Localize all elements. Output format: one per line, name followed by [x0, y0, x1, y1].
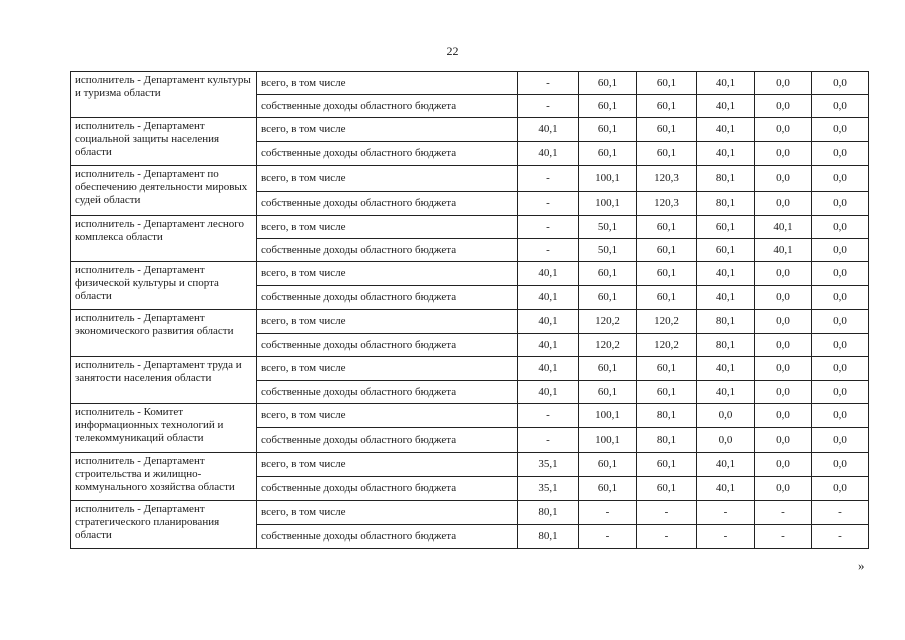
value-cell: 0,0 [812, 381, 869, 404]
value-cell: 0,0 [755, 428, 812, 453]
value-cell: 0,0 [755, 286, 812, 310]
value-cell: - [518, 404, 579, 428]
value-cell: 80,1 [697, 192, 755, 216]
value-cell: 60,1 [579, 95, 637, 118]
funding-source-cell: собственные доходы областного бюджета [257, 334, 518, 357]
value-cell: - [579, 525, 637, 549]
value-cell: 40,1 [697, 357, 755, 381]
value-cell: 120,2 [637, 310, 697, 334]
value-cell: 120,2 [579, 334, 637, 357]
value-cell: 60,1 [637, 72, 697, 95]
value-cell: 0,0 [812, 286, 869, 310]
value-cell: 100,1 [579, 428, 637, 453]
funding-source-cell: всего, в том числе [257, 501, 518, 525]
value-cell: 40,1 [518, 262, 579, 286]
value-cell: 40,1 [697, 72, 755, 95]
value-cell: 0,0 [812, 192, 869, 216]
value-cell: 120,2 [637, 334, 697, 357]
value-cell: 40,1 [697, 453, 755, 477]
table-row-total [71, 501, 869, 525]
value-cell: 40,1 [755, 216, 812, 239]
value-cell: 60,1 [637, 357, 697, 381]
executor-cell: исполнитель - Департамент культуры и туризма области [71, 72, 257, 118]
value-cell: 0,0 [812, 262, 869, 286]
value-cell: 0,0 [812, 95, 869, 118]
value-cell: 60,1 [579, 142, 637, 166]
funding-source-cell: собственные доходы областного бюджета [257, 95, 518, 118]
value-cell: 40,1 [518, 357, 579, 381]
value-cell: 100,1 [579, 404, 637, 428]
value-cell: 60,1 [579, 381, 637, 404]
value-cell: - [755, 501, 812, 525]
budget-table-body [71, 72, 869, 549]
value-cell: 0,0 [812, 72, 869, 95]
value-cell: 0,0 [812, 142, 869, 166]
value-cell: 0,0 [812, 453, 869, 477]
value-cell: 80,1 [697, 334, 755, 357]
value-cell: 60,1 [637, 381, 697, 404]
value-cell: 60,1 [697, 216, 755, 239]
funding-source-cell: собственные доходы областного бюджета [257, 142, 518, 166]
budget-table [70, 71, 869, 549]
executor-cell: исполнитель - Департамент лесного комплекса области [71, 216, 257, 262]
value-cell: - [518, 166, 579, 192]
value-cell: 60,1 [637, 286, 697, 310]
value-cell: 120,2 [579, 310, 637, 334]
value-cell: - [579, 501, 637, 525]
value-cell: 0,0 [812, 310, 869, 334]
value-cell: 0,0 [755, 310, 812, 334]
value-cell: 0,0 [812, 216, 869, 239]
value-cell: 40,1 [518, 381, 579, 404]
value-cell: 0,0 [755, 357, 812, 381]
value-cell: - [755, 525, 812, 549]
value-cell: 40,1 [518, 142, 579, 166]
value-cell: 100,1 [579, 166, 637, 192]
table-row-total [71, 262, 869, 286]
value-cell: 60,1 [637, 453, 697, 477]
value-cell: 60,1 [637, 216, 697, 239]
funding-source-cell: всего, в том числе [257, 216, 518, 239]
value-cell: 50,1 [579, 216, 637, 239]
value-cell: 0,0 [812, 166, 869, 192]
value-cell: 60,1 [579, 477, 637, 501]
value-cell: 40,1 [697, 286, 755, 310]
funding-source-cell: собственные доходы областного бюджета [257, 381, 518, 404]
value-cell: 60,1 [579, 453, 637, 477]
value-cell: 50,1 [579, 239, 637, 262]
value-cell: - [518, 239, 579, 262]
value-cell: 60,1 [579, 262, 637, 286]
table-row-total [71, 453, 869, 477]
value-cell: 40,1 [755, 239, 812, 262]
value-cell: 0,0 [812, 118, 869, 142]
executor-cell: исполнитель - Комитет информационных технологий и телекоммуникаций области [71, 404, 257, 453]
value-cell: 60,1 [637, 95, 697, 118]
value-cell: 35,1 [518, 453, 579, 477]
funding-source-cell: собственные доходы областного бюджета [257, 286, 518, 310]
value-cell: 0,0 [755, 453, 812, 477]
value-cell: 40,1 [697, 142, 755, 166]
value-cell: 0,0 [755, 381, 812, 404]
table-row-total [71, 72, 869, 95]
funding-source-cell: собственные доходы областного бюджета [257, 525, 518, 549]
value-cell: 0,0 [755, 262, 812, 286]
value-cell: 40,1 [697, 95, 755, 118]
executor-cell: исполнитель - Департамент стратегического планирования области [71, 501, 257, 549]
value-cell: 60,1 [637, 477, 697, 501]
page-number: 22 [446, 44, 459, 58]
value-cell: 60,1 [579, 357, 637, 381]
value-cell: - [812, 525, 869, 549]
value-cell: 40,1 [518, 118, 579, 142]
funding-source-cell: собственные доходы областного бюджета [257, 477, 518, 501]
funding-source-cell: всего, в том числе [257, 118, 518, 142]
value-cell: 40,1 [518, 334, 579, 357]
value-cell: 80,1 [697, 310, 755, 334]
funding-source-cell: всего, в том числе [257, 166, 518, 192]
executor-cell: исполнитель - Департамент строительства и жилищно-коммунального хозяйства области [71, 453, 257, 501]
value-cell: 40,1 [518, 286, 579, 310]
value-cell: 60,1 [637, 262, 697, 286]
value-cell: - [518, 216, 579, 239]
value-cell: 0,0 [697, 404, 755, 428]
executor-cell: исполнитель - Департамент труда и занятости населения области [71, 357, 257, 404]
value-cell: 35,1 [518, 477, 579, 501]
value-cell: 100,1 [579, 192, 637, 216]
value-cell: 0,0 [755, 142, 812, 166]
value-cell: 0,0 [755, 95, 812, 118]
value-cell: - [697, 525, 755, 549]
value-cell: 40,1 [697, 118, 755, 142]
value-cell: 80,1 [697, 166, 755, 192]
value-cell: 0,0 [812, 404, 869, 428]
executor-cell: исполнитель - Департамент физической культуры и спорта области [71, 262, 257, 310]
value-cell: 0,0 [755, 477, 812, 501]
continuation-mark: » [858, 558, 865, 573]
value-cell: 0,0 [812, 428, 869, 453]
value-cell: 0,0 [812, 334, 869, 357]
value-cell: 60,1 [579, 118, 637, 142]
value-cell: - [518, 72, 579, 95]
funding-source-cell: всего, в том числе [257, 72, 518, 95]
funding-source-cell: всего, в том числе [257, 357, 518, 381]
value-cell: 60,1 [697, 239, 755, 262]
value-cell: 40,1 [697, 381, 755, 404]
table-row-total [71, 357, 869, 381]
value-cell: 60,1 [637, 118, 697, 142]
value-cell: 0,0 [755, 192, 812, 216]
table-row-total [71, 118, 869, 142]
value-cell: 40,1 [697, 262, 755, 286]
value-cell: 60,1 [637, 239, 697, 262]
funding-source-cell: собственные доходы областного бюджета [257, 428, 518, 453]
value-cell: - [697, 501, 755, 525]
table-row-total [71, 216, 869, 239]
value-cell: 40,1 [697, 477, 755, 501]
value-cell: 0,0 [755, 72, 812, 95]
funding-source-cell: собственные доходы областного бюджета [257, 239, 518, 262]
value-cell: - [518, 428, 579, 453]
value-cell: 0,0 [755, 404, 812, 428]
value-cell: 80,1 [637, 404, 697, 428]
value-cell: 120,3 [637, 166, 697, 192]
table-row-total [71, 166, 869, 192]
value-cell: 0,0 [812, 477, 869, 501]
value-cell: - [637, 501, 697, 525]
funding-source-cell: всего, в том числе [257, 310, 518, 334]
value-cell: 0,0 [755, 118, 812, 142]
value-cell: 0,0 [812, 357, 869, 381]
funding-source-cell: собственные доходы областного бюджета [257, 192, 518, 216]
executor-cell: исполнитель - Департамент экономического развития области [71, 310, 257, 357]
value-cell: - [812, 501, 869, 525]
value-cell: - [637, 525, 697, 549]
executor-cell: исполнитель - Департамент социальной защиты населения области [71, 118, 257, 166]
value-cell: 80,1 [518, 501, 579, 525]
value-cell: 40,1 [518, 310, 579, 334]
funding-source-cell: всего, в том числе [257, 404, 518, 428]
funding-source-cell: всего, в том числе [257, 453, 518, 477]
funding-source-cell: всего, в том числе [257, 262, 518, 286]
value-cell: - [518, 95, 579, 118]
value-cell: 80,1 [637, 428, 697, 453]
value-cell: 120,3 [637, 192, 697, 216]
value-cell: 60,1 [637, 142, 697, 166]
table-row-total [71, 310, 869, 334]
value-cell: 80,1 [518, 525, 579, 549]
executor-cell: исполнитель - Департамент по обеспечению деятельности мировых судей области [71, 166, 257, 216]
value-cell: 0,0 [812, 239, 869, 262]
value-cell: - [518, 192, 579, 216]
value-cell: 60,1 [579, 72, 637, 95]
value-cell: 0,0 [755, 334, 812, 357]
value-cell: 0,0 [697, 428, 755, 453]
value-cell: 0,0 [755, 166, 812, 192]
value-cell: 60,1 [579, 286, 637, 310]
table-row-total [71, 404, 869, 428]
